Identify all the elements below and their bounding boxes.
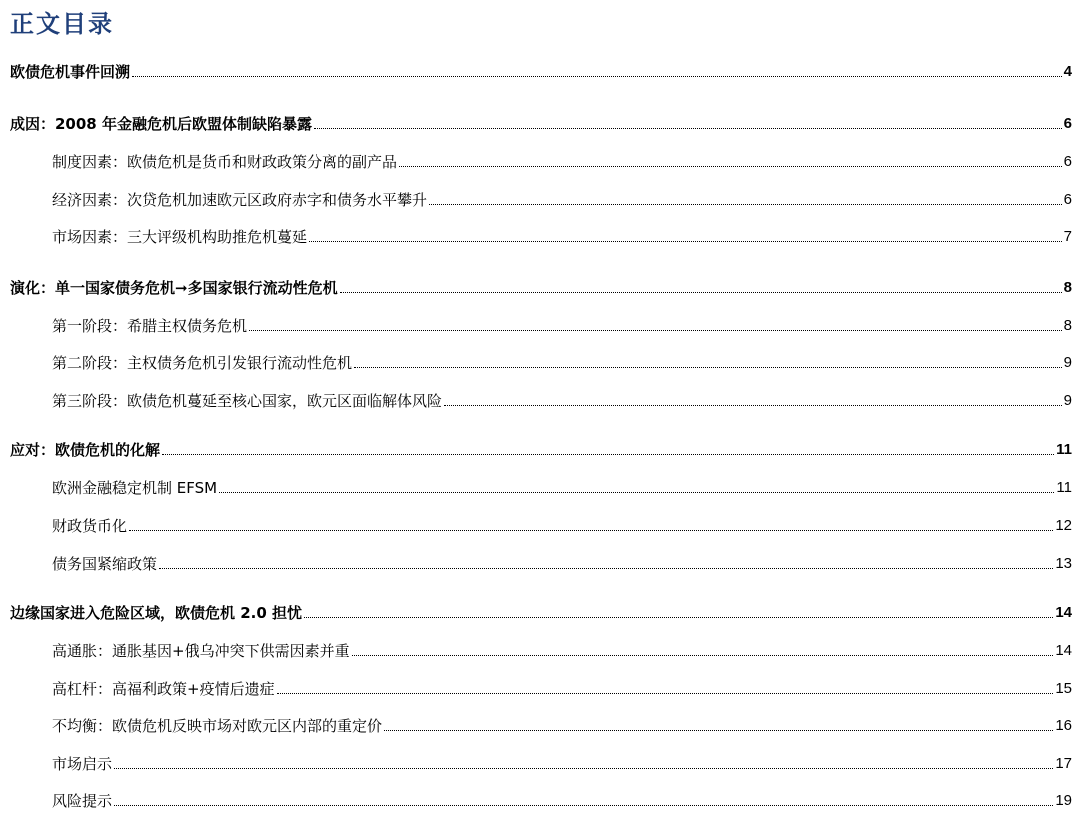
- dot-leader: [314, 128, 1062, 129]
- toc-entry-subsection[interactable]: [52, 314, 1072, 336]
- toc-entry-text: 经济因素：次贷危机加速欧元区政府赤字和债务水平攀升: [52, 191, 428, 209]
- toc-entry-text: 成因：2008 年金融危机后欧盟体制缺陷暴露: [10, 115, 312, 133]
- toc-heading: 正文目录: [10, 9, 114, 38]
- toc-entry-text: 高通胀：通胀基因+俄乌冲突下供需因素并重: [52, 642, 350, 660]
- dot-leader: [354, 367, 1062, 368]
- toc-entry-subsection[interactable]: [52, 476, 1072, 498]
- toc-page-number: 14: [1055, 642, 1072, 659]
- dot-leader: [340, 292, 1062, 293]
- toc-entry-subsection[interactable]: [52, 677, 1072, 699]
- toc-entry-text: 不均衡：欧债危机反映市场对欧元区内部的重定价: [52, 717, 383, 735]
- toc-entry-text: 欧债危机事件回溯: [10, 63, 131, 81]
- toc-page-number: 14: [1055, 604, 1072, 621]
- toc-page-number: 19: [1055, 792, 1072, 809]
- toc-page-number: 13: [1055, 555, 1072, 572]
- toc-entry-text: 财政货币化: [52, 517, 128, 535]
- dot-leader: [219, 492, 1054, 493]
- dot-leader: [162, 454, 1054, 455]
- dot-leader: [304, 617, 1053, 618]
- toc-entry-subsection[interactable]: [52, 225, 1072, 247]
- toc-entry-text: 演化：单一国家债务危机➞多国家银行流动性危机: [10, 279, 338, 297]
- toc-entry-subsection[interactable]: [52, 389, 1072, 411]
- toc-entry-subsection[interactable]: [52, 639, 1072, 661]
- dot-leader: [159, 568, 1053, 569]
- dot-leader: [132, 76, 1062, 77]
- toc-entry-subsection[interactable]: [52, 552, 1072, 574]
- toc-page-number: 6: [1063, 115, 1072, 132]
- dot-leader: [429, 204, 1062, 205]
- dot-leader: [399, 166, 1062, 167]
- toc-page-number: 16: [1055, 717, 1072, 734]
- dot-leader: [309, 241, 1062, 242]
- toc-entry-subsection[interactable]: [52, 351, 1072, 373]
- toc-page-number: 17: [1055, 755, 1072, 772]
- toc-page-number: 8: [1063, 317, 1072, 334]
- toc-entry-text: 高杠杆：高福利政策+疫情后遗症: [52, 680, 275, 698]
- dot-leader: [129, 530, 1053, 531]
- toc-page-number: 4: [1063, 63, 1072, 80]
- toc-entry-section[interactable]: [10, 112, 1072, 134]
- toc-entry-section[interactable]: [10, 601, 1072, 623]
- toc-entry-section[interactable]: [10, 60, 1072, 82]
- toc-page-number: 7: [1063, 228, 1072, 245]
- toc-page-number: 6: [1063, 191, 1072, 208]
- toc-entry-text: 市场启示: [52, 755, 113, 773]
- toc-page-number: 11: [1056, 479, 1072, 496]
- toc-entry-section[interactable]: [10, 276, 1072, 298]
- dot-leader: [444, 405, 1062, 406]
- toc-entry-text: 第三阶段：欧债危机蔓延至核心国家，欧元区面临解体风险: [52, 392, 443, 410]
- toc-entry-text: 市场因素：三大评级机构助推危机蔓延: [52, 228, 308, 246]
- toc-entry-text: 第一阶段：希腊主权债务危机: [52, 317, 248, 335]
- dot-leader: [249, 330, 1062, 331]
- toc-page-number: 9: [1063, 392, 1072, 409]
- toc-entry-text: 债务国紧缩政策: [52, 555, 158, 573]
- toc-entry-subsection[interactable]: [52, 752, 1072, 774]
- dot-leader: [384, 730, 1053, 731]
- toc-entry-text: 边缘国家进入危险区域，欧债危机 2.0 担忧: [10, 604, 303, 622]
- toc-page-number: 12: [1055, 517, 1072, 534]
- toc-entry-subsection[interactable]: [52, 188, 1072, 210]
- toc-page-number: 9: [1063, 354, 1072, 371]
- toc-entry-subsection[interactable]: [52, 514, 1072, 536]
- toc-page-number: 6: [1063, 153, 1072, 170]
- dot-leader: [114, 805, 1053, 806]
- dot-leader: [277, 693, 1054, 694]
- dot-leader: [352, 655, 1054, 656]
- toc-entry-text: 欧洲金融稳定机制 EFSM: [52, 479, 218, 497]
- toc-entry-subsection[interactable]: [52, 714, 1072, 736]
- toc-entry-text: 风险提示: [52, 792, 113, 810]
- toc-entry-subsection[interactable]: [52, 150, 1072, 172]
- toc-page-number: 15: [1055, 680, 1072, 697]
- toc-page-number: 11: [1056, 441, 1072, 458]
- toc-entry-text: 第二阶段：主权债务危机引发银行流动性危机: [52, 354, 353, 372]
- dot-leader: [114, 768, 1053, 769]
- toc-entry-subsection[interactable]: [52, 789, 1072, 811]
- toc-entry-text: 应对：欧债危机的化解: [10, 441, 161, 459]
- toc-page-number: 8: [1063, 279, 1072, 296]
- toc-entry-section[interactable]: [10, 438, 1072, 460]
- toc-entry-text: 制度因素：欧债危机是货币和财政政策分离的副产品: [52, 153, 398, 171]
